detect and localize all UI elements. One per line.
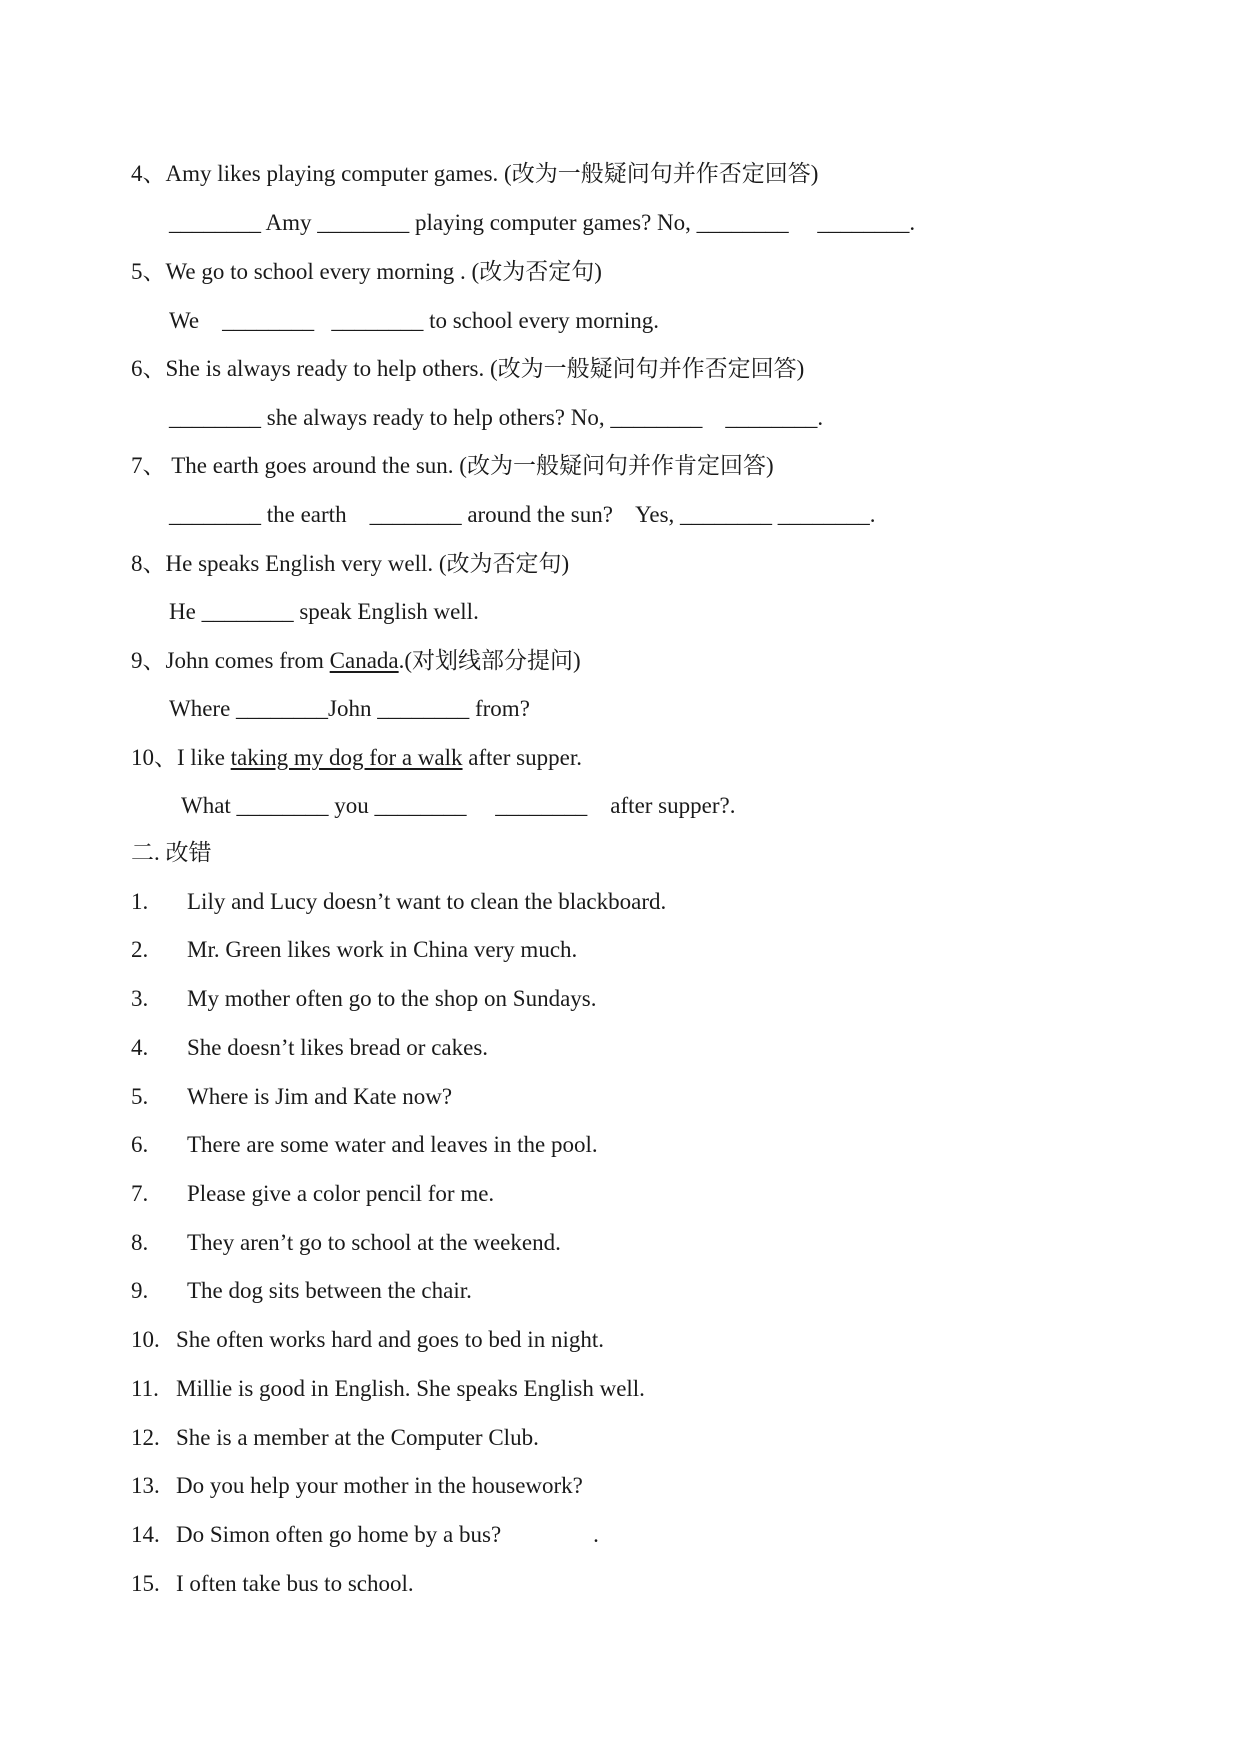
question-7-prompt: 7、 The earth goes around the sun. (改为一般疑问句并作肯定回答) <box>131 453 774 478</box>
correction-item <box>131 1374 645 1404</box>
item-text: The dog sits between the chair. <box>187 1278 472 1303</box>
question-9-answer: Where ________John ________ from? <box>169 696 530 721</box>
item-number: 7. <box>131 1181 149 1206</box>
item-text: Do you help your mother in the housework? <box>176 1473 583 1498</box>
correction-item <box>131 1325 604 1355</box>
correction-item <box>131 1569 414 1599</box>
question-10-answer: What ________ you ________ ________ after supper?. <box>181 793 736 818</box>
correction-item <box>131 1228 561 1258</box>
question-10-underlined-phrase: taking my dog for a walk <box>230 745 463 770</box>
item-text: My mother often go to the shop on Sundays. <box>187 986 597 1011</box>
question-8-prompt: 8、He speaks English very well. (改为否定句) <box>131 551 570 576</box>
item-number: 6. <box>131 1132 149 1157</box>
item-text: There are some water and leaves in the pool. <box>187 1132 598 1157</box>
question-6-answer: ________ she always ready to help others? No, ________ ________. <box>169 405 824 430</box>
item-text: Lily and Lucy doesn’t want to clean the blackboard. <box>187 889 667 914</box>
item-text: She doesn’t likes bread or cakes. <box>187 1035 489 1060</box>
item-number: 5. <box>131 1084 149 1109</box>
item-number: 13. <box>131 1473 160 1498</box>
item-text: Please give a color pencil for me. <box>187 1181 495 1206</box>
question-4-answer: ________ Amy ________ playing computer games? No, ________ ________. <box>169 210 916 235</box>
correction-item <box>131 984 597 1014</box>
item-text: She is a member at the Computer Club. <box>176 1425 539 1450</box>
item-text: She often works hard and goes to bed in night. <box>176 1327 604 1352</box>
question-9-prompt-start: 9、John comes from <box>131 648 330 673</box>
item-number: 4. <box>131 1035 149 1060</box>
item-number: 10. <box>131 1327 160 1352</box>
question-9-prompt-end: .(对划线部分提问) <box>398 648 581 673</box>
question-5-prompt: 5、We go to school every morning . (改为否定句) <box>131 259 602 284</box>
question-6-prompt: 6、She is always ready to help others. (改为一般疑问句并作否定回答) <box>131 356 805 381</box>
question-10-prompt-start: 10、I like <box>131 745 231 770</box>
item-number: 12. <box>131 1425 160 1450</box>
correction-item <box>131 1130 598 1160</box>
correction-item <box>131 1033 488 1063</box>
correction-item <box>131 1082 452 1112</box>
question-10-prompt-end: after supper. <box>462 745 582 770</box>
question-5-answer: We ________ ________ to school every morning. <box>169 308 660 333</box>
correction-item <box>131 887 666 917</box>
item-text: They aren’t go to school at the weekend. <box>187 1230 561 1255</box>
item-text: Millie is good in English. She speaks English well. <box>176 1376 645 1401</box>
correction-item <box>131 935 577 965</box>
item-text: Where is Jim and Kate now? <box>187 1084 453 1109</box>
correction-item <box>131 1276 472 1306</box>
item-number: 9. <box>131 1278 149 1303</box>
question-4-prompt: 4、Amy likes playing computer games. (改为一般疑问句并作否定回答) <box>131 161 819 186</box>
item-number: 2. <box>131 937 149 962</box>
item-number: 3. <box>131 986 149 1011</box>
item-number: 14. <box>131 1522 160 1547</box>
question-8-answer: He ________ speak English well. <box>169 599 479 624</box>
correction-item <box>131 1520 599 1550</box>
item-number: 11. <box>131 1376 159 1401</box>
question-9-underlined-phrase: Canada <box>329 648 399 673</box>
item-number: 1. <box>131 889 149 914</box>
correction-item <box>131 1471 583 1501</box>
item-number: 15. <box>131 1571 160 1596</box>
question-9-prompt <box>131 646 581 676</box>
item-text: Do Simon often go home by a bus? . <box>176 1522 599 1547</box>
correction-item <box>131 1179 494 1209</box>
section-two-heading: 二. 改错 <box>131 840 212 865</box>
item-number: 8. <box>131 1230 149 1255</box>
item-text: Mr. Green likes work in China very much. <box>187 937 578 962</box>
correction-item <box>131 1423 539 1453</box>
item-text: I often take bus to school. <box>176 1571 414 1596</box>
question-10-prompt <box>131 743 582 773</box>
question-7-answer: ________ the earth ________ around the sun? Yes, ________ ________. <box>169 502 876 527</box>
